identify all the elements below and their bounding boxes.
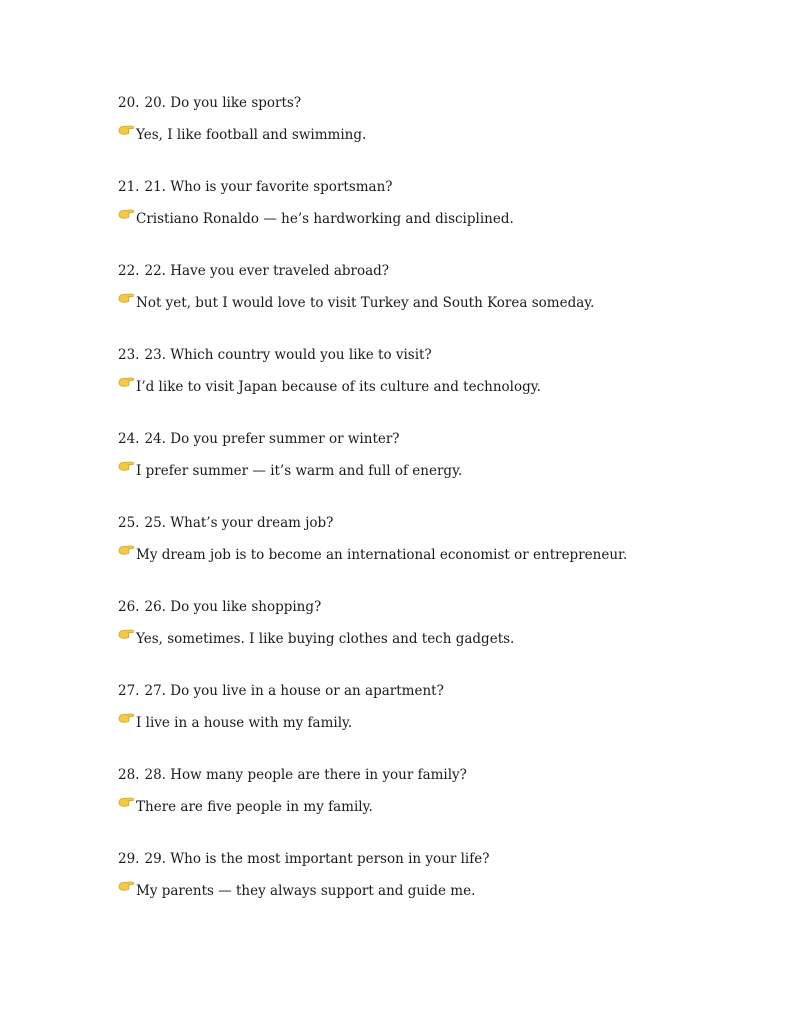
- qa-item: [118, 88, 758, 172]
- pointing-hand-icon: [118, 459, 135, 477]
- question: [118, 262, 389, 280]
- question: [118, 598, 321, 616]
- question: [118, 682, 444, 700]
- pointing-hand-icon: [118, 711, 135, 729]
- answer: [118, 462, 462, 480]
- answer: [118, 714, 352, 732]
- answer-text: I’d like to visit Japan because of its culture and technology.: [136, 379, 541, 395]
- answer: [118, 630, 514, 648]
- question-text: 20. Do you like sports?: [144, 95, 302, 111]
- answer: [118, 798, 373, 816]
- answer-text: I prefer summer — it’s warm and full of energy.: [136, 463, 463, 479]
- qa-item: [118, 256, 758, 340]
- question-text: 29. Who is the most important person in your life?: [144, 851, 490, 867]
- answer: [118, 126, 366, 144]
- pointing-hand-icon: [118, 291, 135, 309]
- answer-text: Yes, sometimes. I like buying clothes and tech gadgets.: [136, 631, 515, 647]
- qa-item: [118, 760, 758, 844]
- answer-text: There are five people in my family.: [136, 799, 373, 815]
- question-text: 27. Do you live in a house or an apartment?: [144, 683, 444, 699]
- question-number: 26.: [118, 599, 140, 615]
- pointing-hand-icon: [118, 207, 135, 225]
- qa-item: [118, 508, 758, 592]
- question-text: 23. Which country would you like to visit?: [144, 347, 432, 363]
- answer: [118, 378, 541, 396]
- question-number: 23.: [118, 347, 140, 363]
- answer: [118, 882, 475, 900]
- pointing-hand-icon: [118, 123, 135, 141]
- question-text: 21. Who is your favorite sportsman?: [144, 179, 393, 195]
- qa-item: [118, 172, 758, 256]
- question: [118, 346, 432, 364]
- pointing-hand-icon: [118, 795, 135, 813]
- question-number: 22.: [118, 263, 140, 279]
- question: [118, 430, 400, 448]
- qa-item: [118, 676, 758, 760]
- question-number: 20.: [118, 95, 140, 111]
- question-text: 25. What’s your dream job?: [144, 515, 334, 531]
- question-text: 28. How many people are there in your family?: [144, 767, 467, 783]
- qa-item: [118, 844, 758, 928]
- answer-text: Yes, I like football and swimming.: [136, 127, 367, 143]
- question-number: 24.: [118, 431, 140, 447]
- qa-item: [118, 340, 758, 424]
- pointing-hand-icon: [118, 375, 135, 393]
- qa-item: [118, 424, 758, 508]
- question-number: 21.: [118, 179, 140, 195]
- question: [118, 178, 393, 196]
- qa-list: [118, 88, 758, 928]
- qa-item: [118, 592, 758, 676]
- answer: [118, 546, 627, 564]
- question-number: 29.: [118, 851, 140, 867]
- question-number: 27.: [118, 683, 140, 699]
- answer: [118, 210, 514, 228]
- pointing-hand-icon: [118, 543, 135, 561]
- pointing-hand-icon: [118, 879, 135, 897]
- answer-text: My parents — they always support and guide me.: [136, 883, 476, 899]
- question: [118, 766, 467, 784]
- answer: [118, 294, 594, 312]
- question-text: 24. Do you prefer summer or winter?: [144, 431, 400, 447]
- answer-text: Not yet, but I would love to visit Turkey and South Korea someday.: [136, 295, 595, 311]
- question: [118, 94, 301, 112]
- question: [118, 850, 489, 868]
- question-text: 26. Do you like shopping?: [144, 599, 322, 615]
- question-text: 22. Have you ever traveled abroad?: [144, 263, 390, 279]
- question-number: 28.: [118, 767, 140, 783]
- answer-text: I live in a house with my family.: [136, 715, 353, 731]
- question-number: 25.: [118, 515, 140, 531]
- pointing-hand-icon: [118, 627, 135, 645]
- answer-text: My dream job is to become an international economist or entrepreneur.: [136, 547, 628, 563]
- question: [118, 514, 333, 532]
- answer-text: Cristiano Ronaldo — he’s hardworking and disciplined.: [136, 211, 514, 227]
